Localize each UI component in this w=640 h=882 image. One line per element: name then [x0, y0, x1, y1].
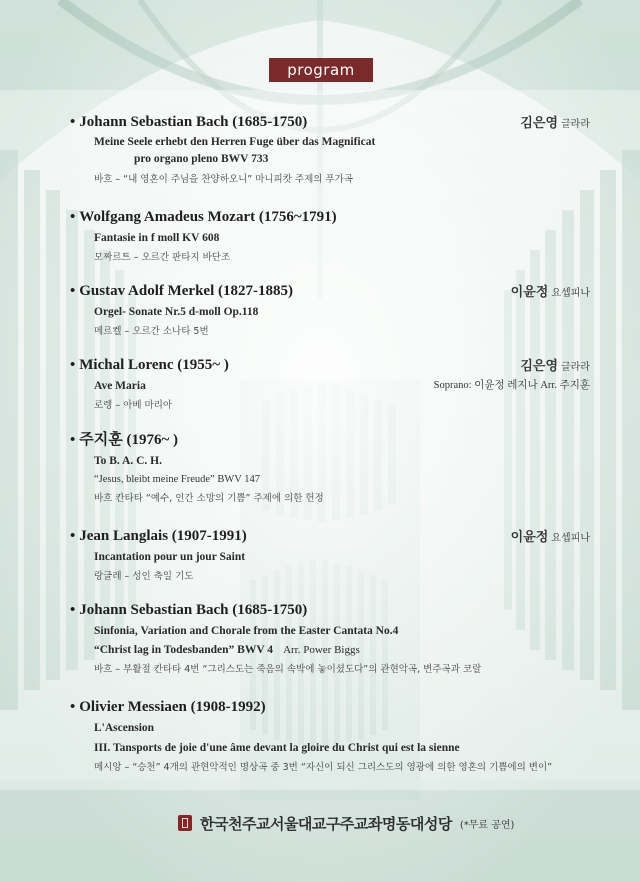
work-title: Orgel- Sonate Nr.5 d-moll Op.118 — [94, 306, 259, 318]
performer: 이윤정 요셉피나 — [510, 530, 590, 545]
performer: 김은영 글라라 — [520, 116, 590, 131]
work-title-continued: “Christ lag in Todesbanden” BWV 4 Arr. Power Biggs — [94, 644, 360, 656]
program-entry — [70, 207, 590, 266]
work-title: Ave Maria — [94, 380, 146, 392]
work-title: To B. A. C. H. — [94, 455, 162, 467]
arranger-credit: Arr. Power Biggs — [283, 644, 360, 656]
work-title: Meine Seele erhebt den Herren Fuge über das Magnificat — [94, 136, 376, 148]
free-admission-note: (*무료 공연) — [459, 819, 515, 831]
composer-heading: • Johann Sebastian Bach (1685-1750) — [70, 602, 308, 618]
composer-heading: • Johann Sebastian Bach (1685-1750) — [70, 114, 308, 130]
program-entry — [70, 112, 590, 188]
work-title: L'Ascension — [94, 722, 155, 734]
program-entry — [70, 697, 590, 776]
soprano-credit: Soprano: 이윤정 레지나 Arr. 주지훈 — [433, 380, 590, 391]
work-title: Fantasie in f moll KV 608 — [94, 232, 220, 244]
cathedral-seal-icon — [178, 815, 192, 831]
composer-heading: • Michal Lorenc (1955~ ) — [70, 357, 229, 373]
venue-name: 한국천주교서울대교구주교좌명동대성당 — [200, 814, 452, 833]
work-title: Incantation pour un jour Saint — [94, 551, 246, 563]
program-entry — [70, 281, 590, 340]
performer: 이윤정 요셉피나 — [510, 285, 590, 300]
work-title-continued: III. Tansports de joie d'une âme devant la gloire du Christ qui est la sienne — [94, 742, 460, 754]
composer-heading: • Gustav Adolf Merkel (1827-1885) — [70, 283, 293, 299]
performer: 김은영 글라라 — [520, 359, 590, 374]
work-subtitle: “Jesus, bleibt meine Freude” BWV 147 — [94, 474, 261, 485]
composer-heading: • Olivier Messiaen (1908-1992) — [70, 699, 266, 715]
work-title-continued: pro organo pleno BWV 733 — [134, 153, 269, 165]
korean-description: 바흐 – “내 영혼이 주님을 찬양하오니” 마니피캇 주제의 푸가곡 — [94, 174, 354, 185]
composer-heading: • Jean Langlais (1907-1991) — [70, 528, 247, 544]
work-title: Sinfonia, Variation and Chorale from the Easter Cantata No.4 — [94, 625, 399, 637]
composer-heading: • 주지훈 (1976~ ) — [70, 432, 179, 448]
program-entry — [70, 430, 590, 507]
korean-description: 모짜르트 – 오르간 판타지 바단조 — [94, 252, 231, 263]
program-entry — [70, 600, 590, 678]
korean-description: 바흐 칸타타 “예수, 인간 소망의 기쁨” 주제에 의한 헌정 — [94, 493, 324, 504]
korean-description: 메르켈 – 오르간 소나타 5번 — [94, 326, 209, 337]
program-entry — [70, 526, 590, 585]
program-entry — [70, 355, 590, 414]
venue-footer — [178, 812, 514, 834]
korean-description: 메시앙 – “승천” 4개의 관현악적인 명상곡 중 3번 “자신이 되신 그리스도의 영광에 의한 영혼의 기쁨에의 변이” — [94, 762, 553, 773]
korean-description: 랑글레 – 성인 축일 기도 — [94, 571, 194, 582]
korean-description: 바흐 – 부활절 칸타타 4번 “그리스도는 죽음의 속박에 놓이셨도다”의 관현악곡, 변주곡과 코랄 — [94, 664, 482, 675]
korean-description: 로렝 – 아베 마리아 — [94, 400, 173, 411]
program-tag: program — [269, 58, 373, 82]
composer-heading: • Wolfgang Amadeus Mozart (1756~1791) — [70, 209, 337, 225]
